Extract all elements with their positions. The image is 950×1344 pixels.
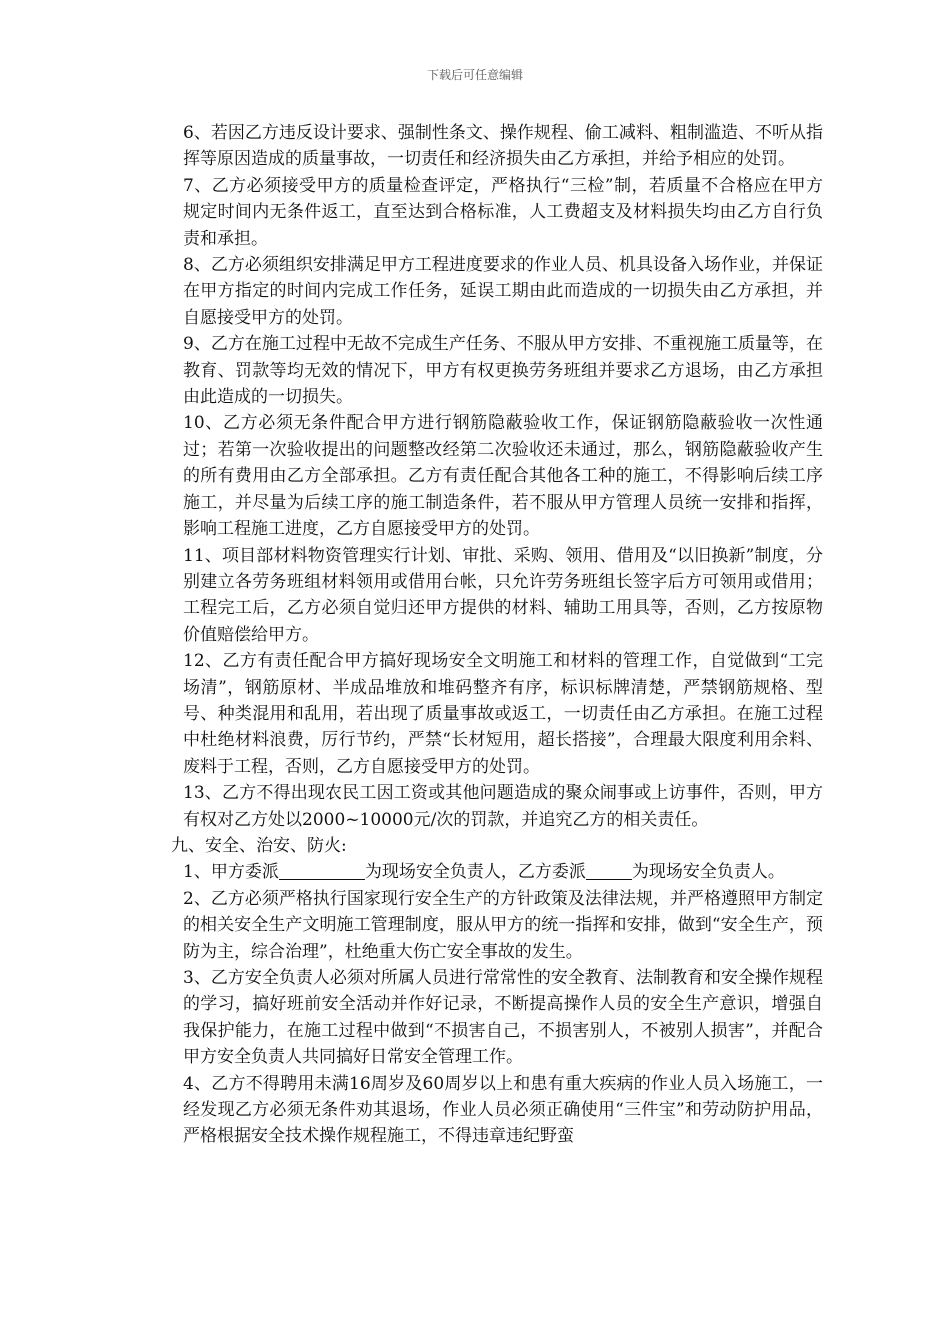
safety-item-1-part3: 为现场安全负责人。 [631, 862, 785, 883]
safety-item-1-part2: 为现场安全负责人，乙方委派 [364, 862, 586, 883]
safety-item-1 [183, 859, 823, 885]
clause-8: 8、乙方必须组织安排满足甲方工程进度要求的作业人员、机具设备入场作业，并保证在甲方指定的时间内完成工作任务，延误工期由此而造成的一切损失由乙方承担，并自愿接受甲方的处罚。 [183, 255, 823, 328]
safety-item-2: 2、乙方必须严格执行国家现行安全生产的方针政策及法律法规，并严格遵照甲方制定的相关安全生产文明施工管理制度，服从甲方的统一指挥和安排，做到“安全生产，预防为主，综合治理”，杜绝重大伤亡安全事故的发生。 [183, 888, 823, 962]
clause-6: 6、若因乙方违反设计要求、强制性条文、操作规程、偷工减料、粗制滥造、不听从指挥等原因造成的质量事故，一切责任和经济损失由乙方承担，并给予相应的处罚。 [183, 123, 823, 170]
safety-item-4: 4、乙方不得聘用未满16周岁及60周岁以上和患有重大疾病的作业人员入场施工，一经发现乙方必须无条件劝其退场，作业人员必须正确使用“三件宝”和劳动防护用品，严格根据安全技术操作规程施工，不得违章违纪野蛮 [183, 1073, 823, 1147]
clause-10: 10、乙方必须无条件配合甲方进行钢筋隐蔽验收工作，保证钢筋隐蔽验收一次性通过；若第一次验收提出的问题整改经第二次验收还未通过，那么，钢筋隐蔽验收产生的所有费用由乙方全部承担。乙方有责任配合其他各工种的施工，不得影响后续工序施工，并尽量为后续工序的施工制造条件，若不服从甲方管理人员统一安排和指挥，影响工程施工进度，乙方自愿接受甲方的处罚。 [183, 413, 823, 540]
clause-12: 12、乙方有责任配合甲方搞好现场安全文明施工和材料的管理工作，自觉做到“工完场清”，钢筋原材、半成品堆放和堆码整齐有序，标识标牌清楚，严禁钢筋规格、型号、种类混用和乱用，若出现了质量事故或返工，一切责任由乙方承担。在施工过程中杜绝材料浪费，厉行节约，严禁“长材短用，超长搭接”，合理最大限度利用余料、废料于工程，否则，乙方自愿接受甲方的处罚。 [183, 651, 823, 777]
safety-item-3: 3、乙方安全负责人必须对所属人员进行常常性的安全教育、法制教育和安全操作规程的学习，搞好班前安全活动并作好记录，不断提高操作人员的安全生产意识，增强自我保护能力，在施工过程中做到“不损害自己，不损害别人，不被别人损害”，并配合甲方安全负责人共同搞好日常安全管理工作。 [183, 968, 823, 1068]
section-title: 九、安全、治安、防火: [171, 835, 347, 856]
document-body [171, 120, 823, 1150]
blank-party-a-officer [279, 861, 365, 880]
safety-item-1-part1: 1、甲方委派 [183, 862, 279, 883]
clause-9: 9、乙方在施工过程中无故不完成生产任务、不服从甲方安排、不重视施工质量等，在教育、罚款等均无效的情况下，甲方有权更换劳务班组并要求乙方退场，由乙方承担由此造成的一切损失。 [183, 334, 823, 408]
page-header: 下载后可任意编辑 [426, 68, 523, 82]
clause-7: 7、乙方必须接受甲方的质量检查评定，严格执行“三检”制，若质量不合格应在甲方规定时间内无条件返工，直至达到合格标准，人工费超支及材料损失均由乙方自行负责和承担。 [183, 175, 823, 249]
clause-11: 11、项目部材料物资管理实行计划、审批、采购、领用、借用及“以旧换新”制度，分别建立各劳务班组材料领用或借用台帐，只允许劳务班组长签字后方可领用或借用；工程完工后，乙方必须自觉归还甲方提供的材料、辅助工用具等，否则，乙方按原物价值赔偿给甲方。 [183, 545, 823, 645]
blank-party-b-officer [586, 861, 632, 880]
clause-13: 13、乙方不得出现农民工因工资或其他问题造成的聚众闹事或上访事件，否则，甲方有权对乙方处以2000~10000元/次的罚款，并追究乙方的相关责任。 [183, 783, 823, 830]
